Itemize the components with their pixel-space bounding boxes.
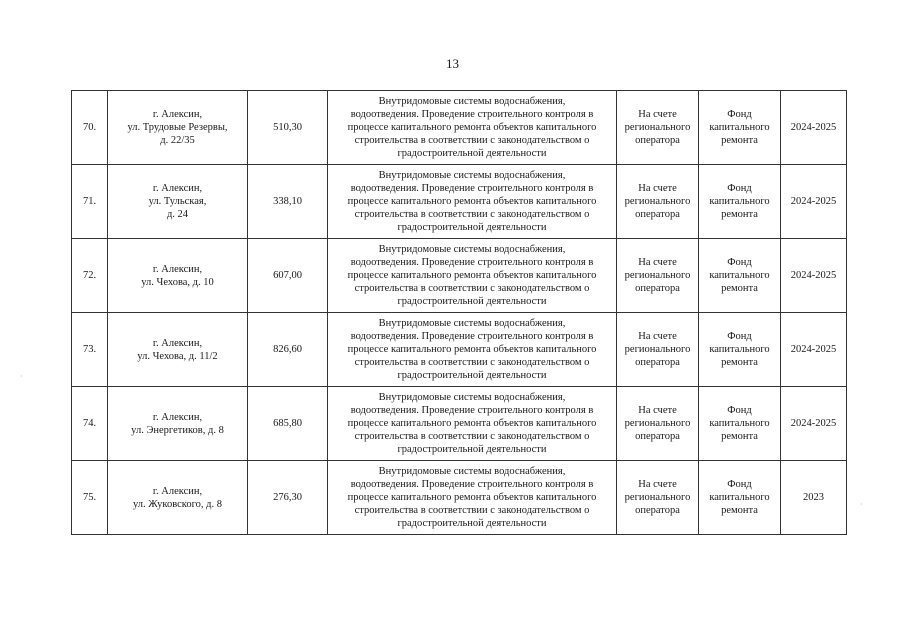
table-row [72,165,847,239]
period-cell-line: 2024-2025 [790,196,837,207]
area-cell [248,461,328,535]
account-cell-line: регионального [624,196,691,207]
table-row [72,461,847,535]
row-number [72,239,108,313]
area-cell [248,387,328,461]
work-description-line: строительства в соответствии с законодательством о [354,283,590,294]
work-description-line: Внутридомовые системы водоснабжения, [378,244,566,255]
work-description-line: водоотведения. Проведение строительного контроля в [350,109,594,120]
address-cell-line: г. Алексин, [152,183,203,194]
work-description [328,239,617,313]
address-cell-line: г. Алексин, [152,485,203,497]
work-description-line: процессе капитального ремонта объектов капитального [347,270,597,281]
scan-mark: · [20,372,23,381]
address-cell-line: ул. Тульская, [148,196,207,207]
address-cell-line: ул. Чехова, д. 11/2 [137,350,218,362]
work-description [328,461,617,535]
work-description [328,313,617,387]
work-description-line: процессе капитального ремонта объектов капитального [347,492,597,503]
account-cell [617,461,699,535]
row-number-line: 75. [82,492,97,503]
fund-cell-line: Фонд [727,479,752,490]
address-cell-line: г. Алексин, [152,263,203,275]
account-cell-line: регионального [624,344,691,355]
account-cell-line: На счете [638,183,677,194]
fund-cell-line: Фонд [727,405,752,416]
account-cell-line: оператора [635,505,680,516]
work-description-line: строительства в соответствии с законодательством о [354,505,590,516]
address-cell [108,165,248,239]
account-cell-line: На счете [638,331,677,342]
repair-table [71,90,847,535]
row-number [72,387,108,461]
area-cell-line: 607,00 [273,270,302,281]
work-description-line: строительства в соответствии с законодательством о [354,357,590,368]
account-cell [617,239,699,313]
table-row [72,239,847,313]
area-cell-line: 276,30 [273,492,302,503]
period-cell-line: 2024-2025 [790,122,837,133]
account-cell-line: регионального [624,270,691,281]
period-cell [781,91,847,165]
address-cell-line: ул. Жуковского, д. 8 [132,498,222,510]
area-cell [248,239,328,313]
work-description-line: водоотведения. Проведение строительного контроля в [350,479,594,490]
fund-cell-line: ремонта [721,283,758,294]
account-cell-line: регионального [624,122,691,133]
area-cell-line: 510,30 [273,122,302,133]
period-cell [781,461,847,535]
address-cell [108,461,248,535]
fund-cell-line: ремонта [721,135,758,146]
row-number-line: 74. [82,418,97,429]
row-number [72,91,108,165]
area-cell-line: 338,10 [273,196,302,207]
row-number-line: 70. [82,122,97,133]
work-description-line: строительства в соответствии с законодательством о [354,431,590,442]
account-cell [617,91,699,165]
area-cell [248,165,328,239]
fund-cell-line: капитального [709,196,770,207]
fund-cell-line: ремонта [721,357,758,368]
address-cell [108,91,248,165]
work-description-line: водоотведения. Проведение строительного контроля в [350,257,594,268]
account-cell-line: На счете [638,405,677,416]
period-cell [781,313,847,387]
address-cell [108,239,248,313]
work-description-line: градостроительной деятельности [397,444,547,455]
row-number [72,461,108,535]
work-description-line: процессе капитального ремонта объектов капитального [347,344,597,355]
fund-cell [699,239,781,313]
work-description-line: градостроительной деятельности [397,148,547,159]
account-cell-line: регионального [624,492,691,503]
table-row [72,387,847,461]
work-description [328,91,617,165]
area-cell [248,91,328,165]
period-cell [781,165,847,239]
work-description-line: градостроительной деятельности [397,222,547,233]
fund-cell-line: капитального [709,344,770,355]
address-cell [108,313,248,387]
work-description [328,165,617,239]
work-description-line: процессе капитального ремонта объектов капитального [347,418,597,429]
fund-cell-line: ремонта [721,209,758,220]
address-cell-line: г. Алексин, [152,337,203,349]
account-cell-line: оператора [635,431,680,442]
fund-cell [699,461,781,535]
fund-cell-line: капитального [709,122,770,133]
account-cell [617,165,699,239]
account-cell-line: На счете [638,109,677,120]
row-number-line: 72. [82,270,97,281]
scan-mark: · [860,500,863,509]
period-cell-line: 2024-2025 [790,270,837,281]
work-description-line: процессе капитального ремонта объектов капитального [347,122,597,133]
area-cell-line: 826,60 [273,344,302,355]
area-cell-line: 685,80 [273,418,302,429]
account-cell-line: оператора [635,357,680,368]
address-cell-line: д. 24 [166,209,189,220]
table-row [72,91,847,165]
account-cell-line: оператора [635,283,680,294]
table-row [72,313,847,387]
work-description-line: процессе капитального ремонта объектов капитального [347,196,597,207]
work-description-line: Внутридомовые системы водоснабжения, [378,392,566,403]
row-number-line: 71. [82,196,97,207]
area-cell [248,313,328,387]
work-description-line: Внутридомовые системы водоснабжения, [378,318,566,329]
row-number [72,165,108,239]
fund-cell [699,165,781,239]
address-cell-line: г. Алексин, [152,109,203,120]
work-description-line: Внутридомовые системы водоснабжения, [378,170,566,181]
account-cell-line: оператора [635,135,680,146]
account-cell [617,387,699,461]
fund-cell-line: Фонд [727,183,752,194]
account-cell-line: На счете [638,257,677,268]
address-cell-line: д. 22/35 [160,135,195,146]
fund-cell-line: Фонд [727,331,752,342]
fund-cell-line: капитального [709,270,770,281]
work-description-line: градостроительной деятельности [397,518,547,529]
work-description-line: Внутридомовые системы водоснабжения, [378,466,566,477]
fund-cell-line: капитального [709,418,770,429]
address-cell-line: ул. Трудовые Резервы, [127,122,228,133]
period-cell [781,387,847,461]
period-cell-line: 2024-2025 [790,344,837,355]
fund-cell-line: Фонд [727,257,752,268]
fund-cell [699,313,781,387]
row-number [72,313,108,387]
account-cell-line: На счете [638,479,677,490]
address-cell-line: г. Алексин, [152,411,203,423]
period-cell-line: 2023 [803,492,824,503]
fund-cell [699,91,781,165]
work-description-line: водоотведения. Проведение строительного контроля в [350,405,594,416]
page-number: 13 [446,56,459,71]
fund-cell-line: Фонд [727,109,752,120]
work-description-line: градостроительной деятельности [397,370,547,381]
account-cell-line: регионального [624,418,691,429]
work-description-line: Внутридомовые системы водоснабжения, [378,96,566,107]
address-cell [108,387,248,461]
work-description [328,387,617,461]
work-description-line: строительства в соответствии с законодательством о [354,135,590,146]
address-cell-line: ул. Энергетиков, д. 8 [131,424,224,436]
work-description-line: водоотведения. Проведение строительного контроля в [350,183,594,194]
period-cell-line: 2024-2025 [790,418,837,429]
fund-cell-line: ремонта [721,505,758,516]
row-number-line: 73. [82,344,97,355]
fund-cell-line: капитального [709,492,770,503]
work-description-line: водоотведения. Проведение строительного контроля в [350,331,594,342]
work-description-line: градостроительной деятельности [397,296,547,307]
account-cell-line: оператора [635,209,680,220]
work-description-line: строительства в соответствии с законодательством о [354,209,590,220]
fund-cell-line: ремонта [721,431,758,442]
period-cell [781,239,847,313]
fund-cell [699,387,781,461]
table-body [72,91,847,535]
account-cell [617,313,699,387]
address-cell-line: ул. Чехова, д. 10 [141,276,214,288]
